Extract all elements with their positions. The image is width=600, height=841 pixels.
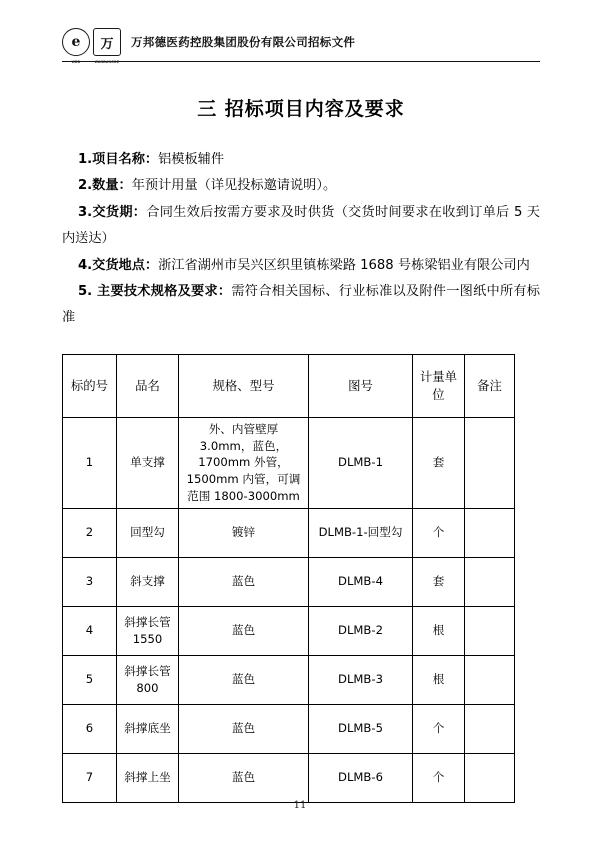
logo-circle-glyph: e <box>71 34 81 50</box>
document-header <box>62 28 540 64</box>
paragraph-text: 合同生效后按需方要求及时供货（交货时间要求在收到订单后 5 天内送达） <box>62 204 540 247</box>
table-row <box>63 417 515 508</box>
cell-note <box>465 753 515 802</box>
cell-drawing: DLMB-6 <box>309 753 413 802</box>
cell-drawing: DLMB-1-回型勾 <box>309 508 413 557</box>
paragraph-label: 1.项目名称： <box>78 152 159 167</box>
paragraph-project-name <box>62 147 540 173</box>
table-row <box>63 557 515 606</box>
paragraph-label: 4.交货地点： <box>78 257 159 273</box>
cell-unit: 个 <box>413 704 465 753</box>
cell-no: 4 <box>63 606 117 655</box>
cell-unit: 根 <box>413 606 465 655</box>
cell-no: 6 <box>63 704 117 753</box>
paragraph-text: 需符合相关国标、行业标准以及附件一图纸中所有标准 <box>62 284 540 326</box>
cell-unit: 套 <box>413 557 465 606</box>
cell-note <box>465 704 515 753</box>
cell-note <box>465 606 515 655</box>
page-number: 11 <box>293 800 307 811</box>
cell-note <box>465 508 515 557</box>
cell-name: 回型勾 <box>117 508 179 557</box>
page-title: 三 招标项目内容及要求 <box>197 98 405 120</box>
cell-note <box>465 557 515 606</box>
header-divider <box>62 61 540 62</box>
column-header-name: 品名 <box>117 354 179 417</box>
cell-drawing: DLMB-5 <box>309 704 413 753</box>
cell-no: 1 <box>63 417 117 508</box>
cell-spec: 蓝色 <box>179 704 309 753</box>
cell-drawing: DLMB-2 <box>309 606 413 655</box>
paragraph-text: 浙江省湖州市吴兴区织里镇栋梁路 1688 号栋梁铝业有限公司内 <box>158 257 530 273</box>
paragraph-label: 5. 主要技术规格及要求： <box>78 284 232 300</box>
column-header-note: 备注 <box>465 354 515 417</box>
cell-unit: 个 <box>413 508 465 557</box>
cell-spec: 蓝色 <box>179 753 309 802</box>
cell-note <box>465 655 515 704</box>
cell-no: 2 <box>63 508 117 557</box>
paragraph-text: 年预计用量（详见投标邀请说明）。 <box>131 178 337 194</box>
paragraph-label: 2.数量： <box>78 178 132 194</box>
table-header <box>63 354 515 417</box>
table-row <box>63 606 515 655</box>
page-content <box>62 28 540 803</box>
column-header-drawing: 图号 <box>309 354 413 417</box>
cell-name: 斜撑长管 1550 <box>117 606 179 655</box>
cell-spec: 蓝色 <box>179 606 309 655</box>
column-header-unit: 计量单位 <box>413 354 465 417</box>
logo-square-subtext: WANBANGDE <box>94 60 120 64</box>
header-company-name: 万邦德医药控股集团股份有限公司招标文件 <box>131 35 356 49</box>
cell-spec: 外、内管壁厚 3.0mm，蓝色，1700mm 外管，1500mm 内管，可调范围 1800-3000mm <box>179 417 309 508</box>
logo-circle-subtext: WBD <box>71 60 81 64</box>
cell-name: 斜撑底坐 <box>117 704 179 753</box>
cell-name: 单支撑 <box>117 417 179 508</box>
cell-drawing: DLMB-3 <box>309 655 413 704</box>
paragraph-text: 铝模板辅件 <box>158 152 225 167</box>
cell-drawing: DLMB-1 <box>309 417 413 508</box>
cell-unit: 套 <box>413 417 465 508</box>
paragraph-label: 3.交货期： <box>78 204 147 220</box>
cell-no: 7 <box>63 753 117 802</box>
cell-name: 斜撑长管 800 <box>117 655 179 704</box>
cell-spec: 镀锌 <box>179 508 309 557</box>
cell-name: 斜支撑 <box>117 557 179 606</box>
table-row <box>63 753 515 802</box>
table-body <box>63 417 515 802</box>
cell-unit: 根 <box>413 655 465 704</box>
table-row <box>63 508 515 557</box>
cell-note <box>465 417 515 508</box>
table-row <box>63 704 515 753</box>
cell-no: 3 <box>63 557 117 606</box>
cell-name: 斜撑上坐 <box>117 753 179 802</box>
table-row <box>63 655 515 704</box>
logo-square-icon <box>93 28 121 64</box>
cell-no: 5 <box>63 655 117 704</box>
cell-spec: 蓝色 <box>179 557 309 606</box>
paragraph-delivery-period <box>62 200 540 253</box>
cell-unit: 个 <box>413 753 465 802</box>
cell-spec: 蓝色 <box>179 655 309 704</box>
table-header-row <box>63 354 515 417</box>
paragraph-delivery-place <box>62 253 540 279</box>
logo-circle-icon <box>62 28 90 64</box>
paragraph-quantity <box>62 173 540 199</box>
column-header-spec: 规格、型号 <box>179 354 309 417</box>
paragraph-tech-spec <box>62 279 540 332</box>
company-logo <box>62 28 121 64</box>
logo-square-glyph: 万 <box>100 36 114 52</box>
column-header-no: 标的号 <box>63 354 117 417</box>
specification-table <box>62 354 515 803</box>
cell-drawing: DLMB-4 <box>309 557 413 606</box>
